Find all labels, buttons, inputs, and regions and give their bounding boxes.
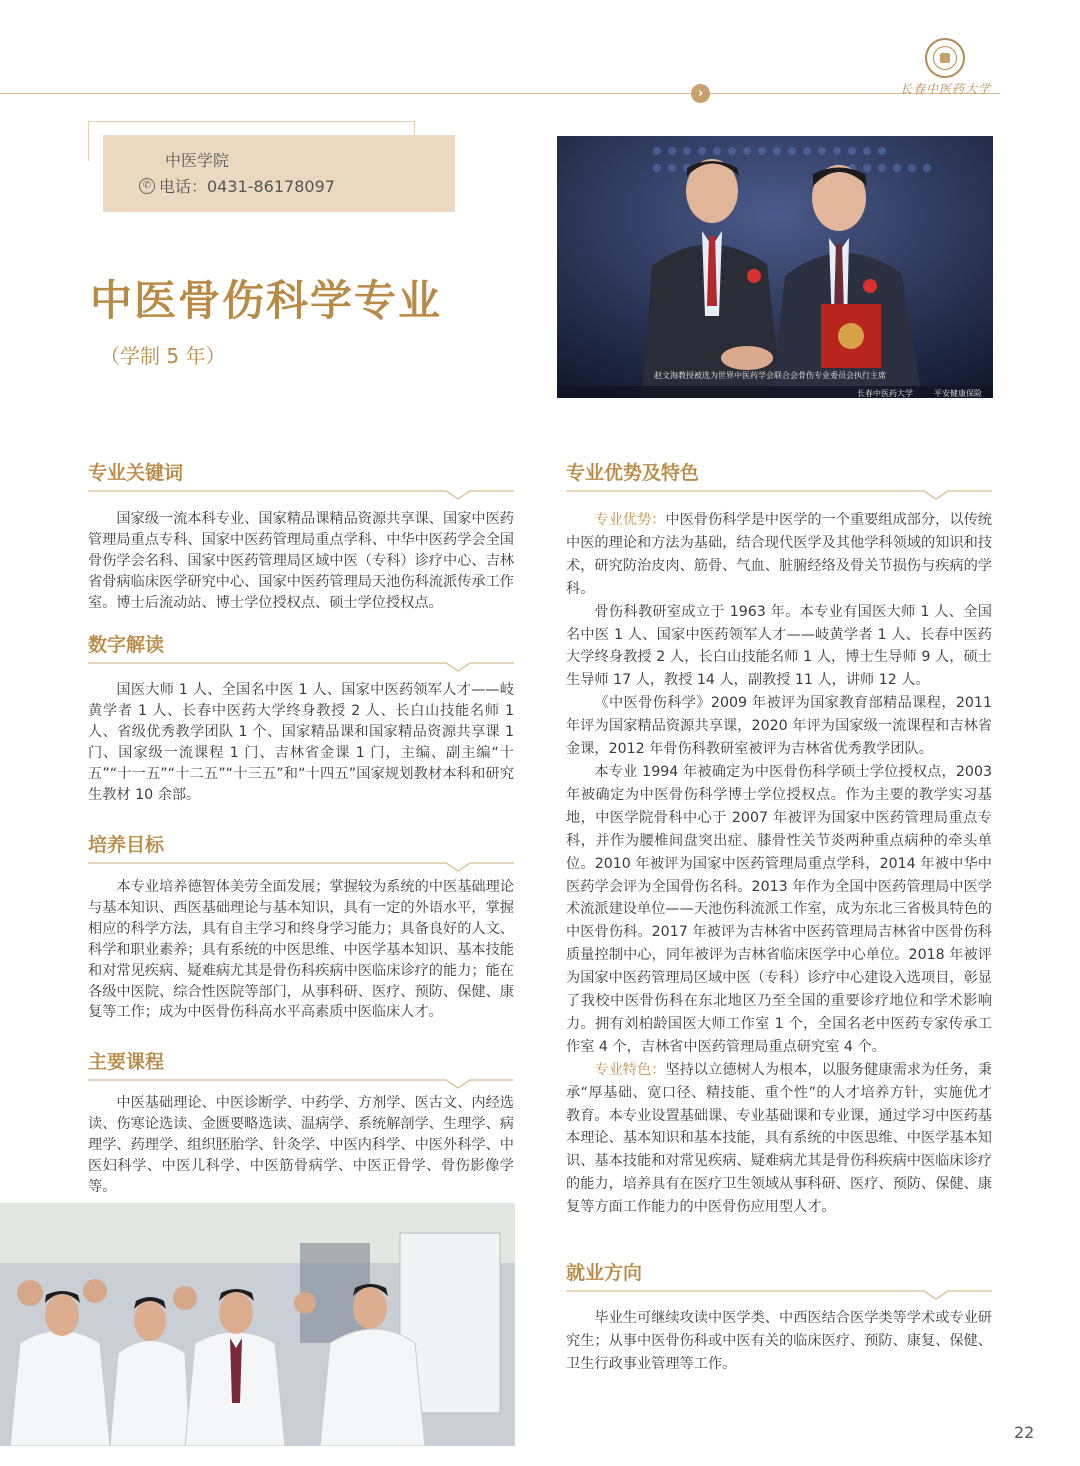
section-divider (88, 858, 514, 872)
photo-caption: 赵文海教授被选为世界中医药学会联合会骨伤专业委员会执行主席 (654, 371, 886, 380)
header-rule (0, 93, 1000, 94)
section-title-courses: 主要课程 (88, 1051, 165, 1073)
advantage-p1: 中医骨伤科学是中医学的一个重要组成部分，以传统中医的理论和方法为基础，结合现代医学及其他学科领域的知识和技术，研究防治皮肉、筋骨、气血、脏腑经络及骨关节损伤与疾病的学科。 (566, 512, 992, 597)
section-title-keywords: 专业关键词 (88, 462, 184, 484)
dept-phone (139, 174, 335, 197)
section-title-numbers: 数字解读 (88, 634, 165, 656)
advantage-label: 专业优势： (594, 512, 666, 528)
advantage-p4: 本专业 1994 年被确定为中医骨伤科学硕士学位授权点，2003 年被确定为中医骨伤科学博士学位授权点。作为主要的教学实习基地，中医学院骨科中心于 2007 年被评为国家中医药管理局重点专科，并作为腰椎间盘突出症、膝骨性关节炎两种重点病种的牵头单位。2010 年被评为国家中医药管理局重点学科，2014 年被中华中医药学会评为全国骨伤名科。2013 年作为全国中医药管理局中医学术流派建设单位——天池伤科流派工作室，成为东北三省极具特色的中医骨伤科。2017 年被评为吉林省中医药管理局吉林省中医骨伤科质量控制中心，同年被评为吉林省临床医学中心单位。2018 年被评为国家中医药管理局区域中医（专科）诊疗中心建设入选项目，彰显了我校中医骨伤科在东北地区乃至全国的重要诊疗地位和学术影响力。拥有刘柏龄国医大师工作室 1 个，全国名老中医药专家传承工作室 4 个，吉林省中医药管理局重点研究室 4 个。 (566, 763, 992, 1055)
feature-p5: 坚持以立德树人为根本，以服务健康需求为任务，秉承“厚基础、宽口径、精技能、重个性”的人才培养方针，实施优才教育。本专业设置基础课、专业基础课和专业课，通过学习中医药基本理论、基本知识和基本技能，具有系统的中医思维、中医学基本知识、基本技能和对常见疾病、疑难病尤其是骨伤科疾病中医临床诊疗的能力，培养具有在医疗卫生领域从事科研、医疗、预防、保健、康复等方面工作能力的中医骨伤应用型人才。 (566, 1061, 992, 1216)
photo-award-illustration (557, 136, 993, 398)
dept-frame-top (88, 121, 414, 122)
section-divider (566, 1286, 992, 1300)
section-divider (88, 1075, 514, 1089)
advantage-p3: 《中医骨伤科学》2009 年被评为国家教育部精品课程，2011 年评为国家精品资源共享课，2020 年评为国家级一流课程和吉林省金课，2012 年骨伤科教研室被评为吉林省优秀教学团队。 (566, 695, 992, 758)
section-text-goals: 本专业培养德智体美劳全面发展；掌握较为系统的中医基础理论与基本知识、西医基础理论与基本知识，具有一定的外语水平，掌握相应的科学方法，具有自主学习和终身学习能力；具备良好的人文、科学和职业素养；具有系统的中医思维、中医学基本知识、基本技能和对常见疾病、疑难病尤其是骨伤科疾病中医临床诊疗的能力；能在各级中医院、综合性医院等部门，从事科研、医疗、预防、保健、康复等工作；成为中医骨伤科高水平高素质中医临床人才。 (88, 879, 514, 1021)
photo-clinical-teaching (0, 1203, 515, 1446)
section-title-goals: 培养目标 (88, 834, 165, 856)
feature-label: 专业特色： (594, 1061, 666, 1078)
chevron-right-icon: › (691, 84, 710, 103)
section-divider (88, 486, 514, 500)
university-seal-icon (925, 38, 965, 78)
dept-name: 中医学院 (165, 151, 230, 170)
section-text-courses: 中医基础理论、中医诊断学、中药学、方剂学、医古文、内经选读、伤寒论选读、金匮要略选读、温病学、系统解剖学、生理学、病理学、药理学、组织胚胎学、针灸学、中医内科学、中医外科学、中医妇科学、中医儿科学、中医筋骨病学、中医正骨学、骨伤影像学等。 (88, 1095, 514, 1195)
photo-teaching-illustration (0, 1203, 515, 1446)
section-title-career: 就业方向 (566, 1262, 643, 1284)
advantage-p2: 骨伤科教研室成立于 1963 年。本专业有国医大师 1 人、全国名中医 1 人、国家中医药领军人才——岐黄学者 1 人、长春中医药大学终身教授 2 人，长白山技能名师 1 人，博士生导师 9 人，硕士生导师 17 人，教授 14 人，副教授 11 人，讲师 12 人。 (566, 603, 992, 689)
dept-phone-text: 电话：0431-86178097 (159, 177, 335, 196)
dept-frame-right (414, 121, 415, 135)
section-divider (88, 658, 514, 672)
section-text-advantages (566, 509, 992, 1219)
program-duration: （学制 5 年） (100, 344, 226, 368)
page-number: 22 (1014, 1423, 1035, 1442)
photo-logo-left: 长春中医药大学 (857, 389, 913, 398)
phone-icon: ✆ (139, 178, 155, 194)
university-name: 长春中医药大学 (900, 82, 992, 96)
section-title-advantages: 专业优势及特色 (566, 462, 700, 484)
section-text-career: 毕业生可继续攻读中医学类、中西医结合医学类等学术或专业研究生；从事中医骨伤科或中医有关的临床医疗、预防、康复、保健、卫生行政事业管理等工作。 (566, 1310, 992, 1372)
section-text-keywords: 国家级一流本科专业、国家精品课精品资源共享课、国家中医药管理局重点专科、国家中医药管理局重点学科、中华中医药学会全国骨伤学会名科、国家中医药管理局区域中医（专科）诊疗中心、吉林省骨病临床医学研究中心、国家中医药管理局天池伤科流派传承工作室。博士后流动站、博士学位授权点、硕士学位授权点。 (88, 511, 514, 611)
section-text-numbers: 国医大师 1 人、全国名中医 1 人、国家中医药领军人才——岐黄学者 1 人、长春中医药大学终身教授 2 人、长白山技能名师 1 人、省级优秀教学团队 1 个、国家精品课和国家精品资源共享课 1 门、国家级一流课程 1 门、吉林省金课 1 门，主编、副主编“十五”“十一五”“十二五”“十三五”和“十四五”国家规划教材本科和研究生教材 10 余部。 (88, 682, 514, 803)
dept-frame-left (88, 121, 89, 161)
section-divider (566, 486, 992, 500)
page-title: 中医骨伤科学专业 (90, 276, 443, 325)
photo-award-ceremony (557, 136, 993, 398)
photo-logo-right: 平安健康保险 (934, 389, 982, 398)
